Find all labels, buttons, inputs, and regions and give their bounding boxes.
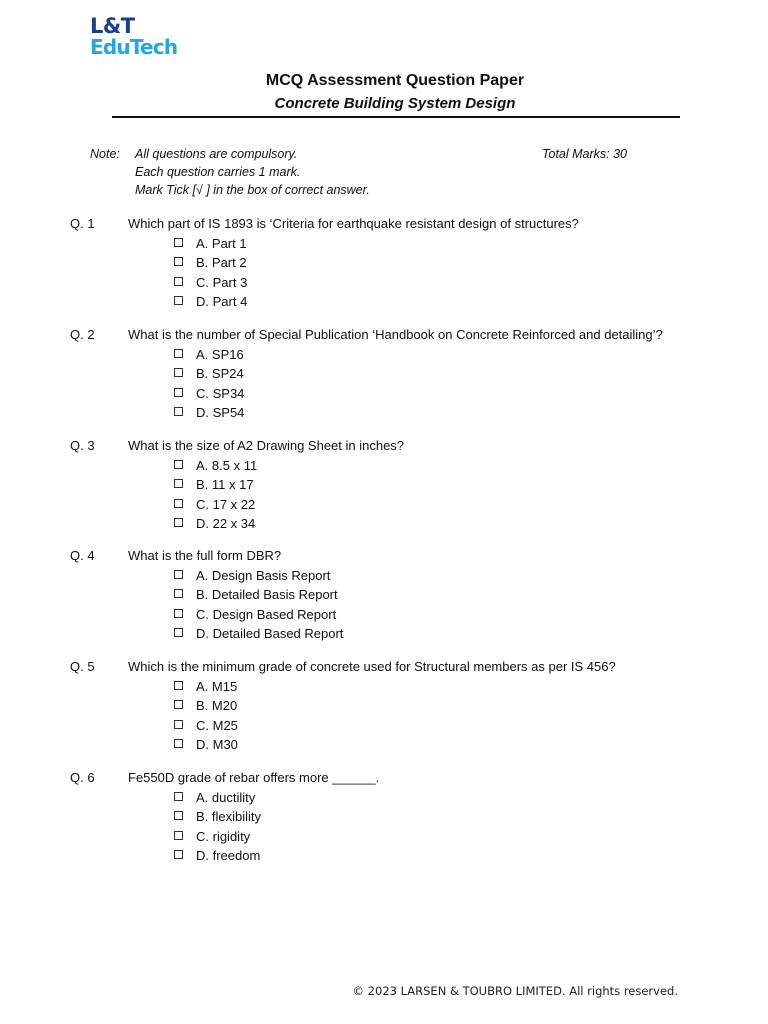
checkbox-icon[interactable] — [174, 388, 183, 397]
question-number: Q. 6 — [70, 770, 95, 785]
option-list — [174, 234, 247, 311]
option-label: B. flexibility — [196, 809, 262, 825]
option-c[interactable] — [174, 716, 238, 735]
checkbox-icon[interactable] — [174, 368, 183, 377]
option-label: B. 11 x 17 — [196, 477, 254, 493]
checkbox-icon[interactable] — [174, 257, 183, 266]
option-b[interactable] — [174, 585, 343, 604]
option-d[interactable] — [174, 514, 257, 533]
checkbox-icon[interactable] — [174, 349, 183, 358]
checkbox-icon[interactable] — [174, 277, 183, 286]
page-title: MCQ Assessment Question Paper — [265, 72, 525, 89]
option-a[interactable] — [174, 345, 244, 364]
option-list — [174, 566, 343, 643]
question-number: Q. 1 — [70, 216, 95, 231]
option-list — [174, 456, 257, 533]
checkbox-icon[interactable] — [174, 296, 183, 305]
option-a[interactable] — [174, 234, 247, 253]
option-a[interactable] — [174, 788, 261, 807]
total-marks: Total Marks: 30 — [542, 147, 627, 161]
question-text: Which part of IS 1893 is ‘Criteria for earthquake resistant design of structures? — [128, 216, 579, 231]
option-list — [174, 345, 244, 422]
question-number: Q. 3 — [70, 438, 95, 453]
note-line: Mark Tick [√ ] in the box of correct answer. — [135, 183, 370, 197]
option-d[interactable] — [174, 846, 261, 865]
checkbox-icon[interactable] — [174, 831, 183, 840]
option-list — [174, 788, 261, 865]
option-label: D. 22 x 34 — [196, 515, 256, 531]
question-text: What is the full form DBR? — [128, 548, 282, 563]
logo-text-edutech: EduTech — [90, 35, 178, 59]
question-text: What is the number of Special Publication ‘Handbook on Concrete Reinforced and detailing’? — [128, 327, 663, 342]
option-label: C. Design Based Report — [196, 606, 337, 622]
option-label: A. M15 — [196, 679, 238, 694]
option-b[interactable] — [174, 696, 238, 715]
option-label: D. Part 4 — [196, 293, 248, 309]
option-label: D. Detailed Based Report — [196, 625, 344, 641]
question-text: Which is the minimum grade of concrete used for Structural members as per IS 456? — [128, 659, 616, 674]
checkbox-icon[interactable] — [174, 407, 183, 416]
option-a[interactable] — [174, 677, 238, 696]
checkbox-icon[interactable] — [174, 589, 183, 598]
option-d[interactable] — [174, 735, 238, 754]
option-label: A. Design Basis Report — [196, 568, 331, 583]
option-c[interactable] — [174, 605, 343, 624]
logo-text-lt: L&T — [90, 14, 135, 38]
question-number: Q. 5 — [70, 659, 95, 674]
checkbox-icon[interactable] — [174, 720, 183, 729]
option-label: D. M30 — [196, 736, 238, 752]
option-d[interactable] — [174, 624, 343, 643]
option-b[interactable] — [174, 364, 244, 383]
option-d[interactable] — [174, 403, 244, 422]
checkbox-icon[interactable] — [174, 499, 183, 508]
page-subtitle: Concrete Building System Design — [274, 95, 516, 112]
option-c[interactable] — [174, 495, 257, 514]
note-line: Each question carries 1 mark. — [135, 165, 301, 179]
note-label: Note: — [90, 147, 120, 161]
option-b[interactable] — [174, 253, 247, 272]
option-label: A. SP16 — [196, 347, 244, 362]
option-label: C. M25 — [196, 717, 238, 733]
title-divider — [112, 116, 680, 118]
checkbox-icon[interactable] — [174, 739, 183, 748]
option-label: C. Part 3 — [196, 274, 248, 290]
option-label: C. rigidity — [196, 828, 251, 844]
option-label: B. M20 — [196, 698, 238, 714]
checkbox-icon[interactable] — [174, 811, 183, 820]
checkbox-icon[interactable] — [174, 850, 183, 859]
option-b[interactable] — [174, 475, 257, 494]
option-label: A. 8.5 x 11 — [196, 458, 258, 473]
option-label: D. freedom — [196, 847, 261, 863]
option-label: C. 17 x 22 — [196, 496, 256, 512]
option-label: D. SP54 — [196, 404, 245, 420]
checkbox-icon[interactable] — [174, 479, 183, 488]
option-c[interactable] — [174, 384, 244, 403]
option-label: A. ductility — [196, 790, 256, 805]
checkbox-icon[interactable] — [174, 518, 183, 527]
checkbox-icon[interactable] — [174, 609, 183, 618]
option-a[interactable] — [174, 456, 257, 475]
option-label: B. SP24 — [196, 366, 244, 382]
question-number: Q. 4 — [70, 548, 95, 563]
lt-edutech-logo — [90, 16, 200, 58]
copyright-footer: © 2023 LARSEN & TOUBRO LIMITED. All rights reserved. — [352, 984, 678, 998]
option-c[interactable] — [174, 273, 247, 292]
option-list — [174, 677, 238, 754]
option-a[interactable] — [174, 566, 343, 585]
checkbox-icon[interactable] — [174, 700, 183, 709]
checkbox-icon[interactable] — [174, 460, 183, 469]
option-label: B. Detailed Basis Report — [196, 587, 338, 603]
checkbox-icon[interactable] — [174, 628, 183, 637]
question-text: Fe550D grade of rebar offers more ______. — [128, 770, 380, 785]
option-c[interactable] — [174, 827, 261, 846]
checkbox-icon[interactable] — [174, 792, 183, 801]
option-label: A. Part 1 — [196, 236, 247, 251]
note-line: All questions are compulsory. — [135, 147, 298, 161]
note-lines — [135, 145, 370, 199]
checkbox-icon[interactable] — [174, 681, 183, 690]
option-label: C. SP34 — [196, 385, 245, 401]
option-label: B. Part 2 — [196, 255, 247, 271]
checkbox-icon[interactable] — [174, 570, 183, 579]
question-number: Q. 2 — [70, 327, 95, 342]
question-text: What is the size of A2 Drawing Sheet in inches? — [128, 438, 405, 453]
checkbox-icon[interactable] — [174, 238, 183, 247]
option-d[interactable] — [174, 292, 247, 311]
option-b[interactable] — [174, 807, 261, 826]
